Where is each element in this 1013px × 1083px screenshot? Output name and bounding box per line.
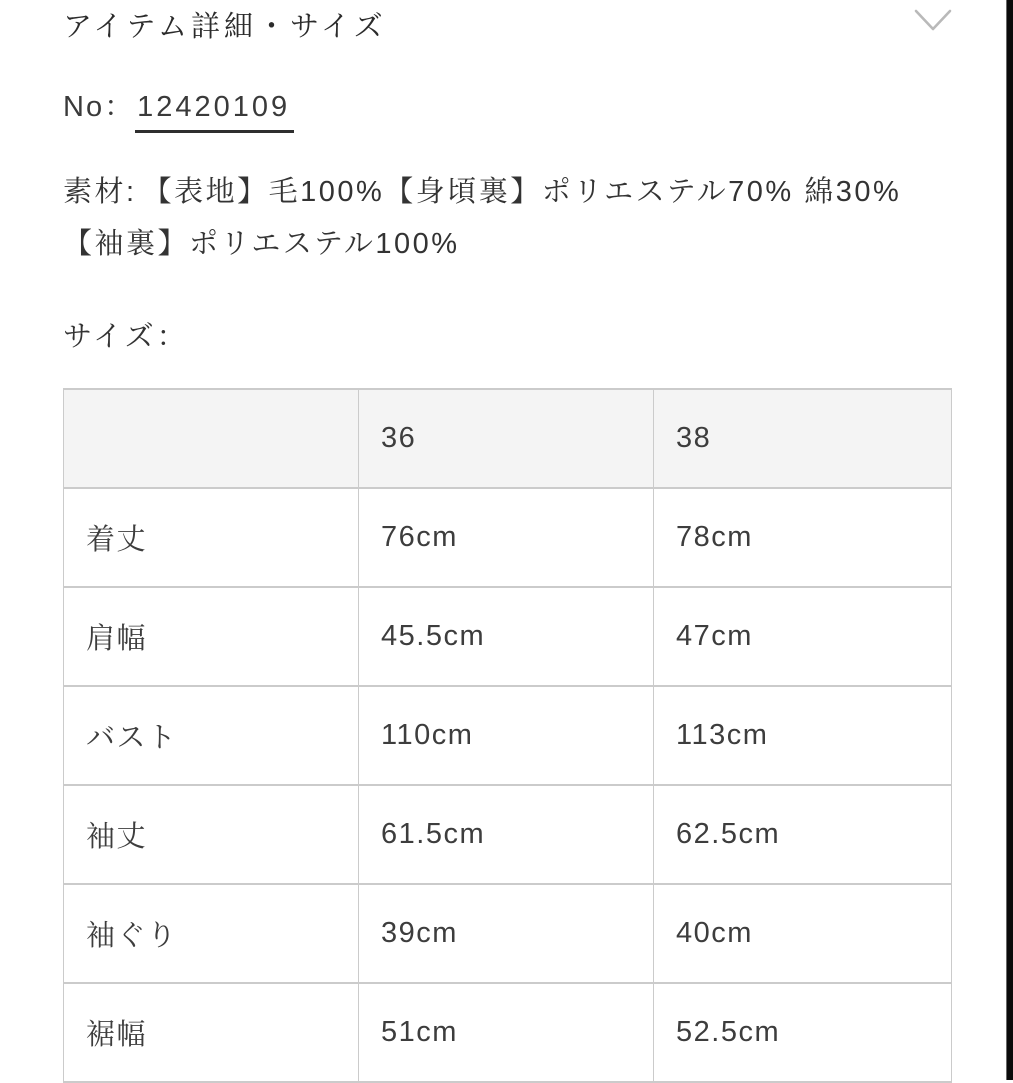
value-size-36: 110cm — [359, 686, 654, 785]
table-row — [64, 884, 952, 983]
section-title: アイテム詳細・サイズ — [63, 11, 387, 43]
material-line-2: 【袖裏】ポリエステル100% — [63, 228, 460, 260]
value-size-36: 61.5cm — [359, 785, 654, 884]
accordion-header[interactable] — [63, 0, 952, 48]
measurement-label: 袖丈 — [64, 785, 359, 884]
value-size-38: 52.5cm — [654, 983, 952, 1082]
table-row — [64, 587, 952, 686]
table-row — [64, 686, 952, 785]
value-size-36: 45.5cm — [359, 587, 654, 686]
material-label: 素材: — [63, 176, 137, 208]
screen-edge-strip — [1006, 0, 1013, 1080]
measurement-label: 裾幅 — [64, 983, 359, 1082]
measurement-label: 肩幅 — [64, 587, 359, 686]
measurement-label: 袖ぐり — [64, 884, 359, 983]
col-header-size-36: 36 — [359, 389, 654, 488]
value-size-36: 51cm — [359, 983, 654, 1082]
size-heading: サイズ： — [63, 321, 189, 353]
value-size-38: 78cm — [654, 488, 952, 587]
chevron-down-icon[interactable] — [914, 8, 952, 34]
measurement-label: 着丈 — [64, 488, 359, 587]
item-number-line — [63, 84, 294, 133]
size-table — [63, 388, 952, 1083]
table-row — [64, 785, 952, 884]
item-number-value: 12420109 — [135, 91, 294, 133]
value-size-36: 76cm — [359, 488, 654, 587]
measurement-label: バスト — [64, 686, 359, 785]
value-size-36: 39cm — [359, 884, 654, 983]
value-size-38: 40cm — [654, 884, 952, 983]
material-paragraph — [63, 166, 947, 270]
value-size-38: 47cm — [654, 587, 952, 686]
item-number-label: No： — [63, 91, 136, 123]
material-line-1-text: 【表地】毛100%【身頃裏】ポリエステル70% 綿30% — [142, 176, 902, 208]
table-row — [64, 983, 952, 1082]
value-size-38: 113cm — [654, 686, 952, 785]
material-line-1 — [63, 166, 947, 218]
col-header-empty — [64, 389, 359, 488]
col-header-size-38: 38 — [654, 389, 952, 488]
value-size-38: 62.5cm — [654, 785, 952, 884]
size-table-header-row — [64, 389, 952, 488]
table-row — [64, 488, 952, 587]
